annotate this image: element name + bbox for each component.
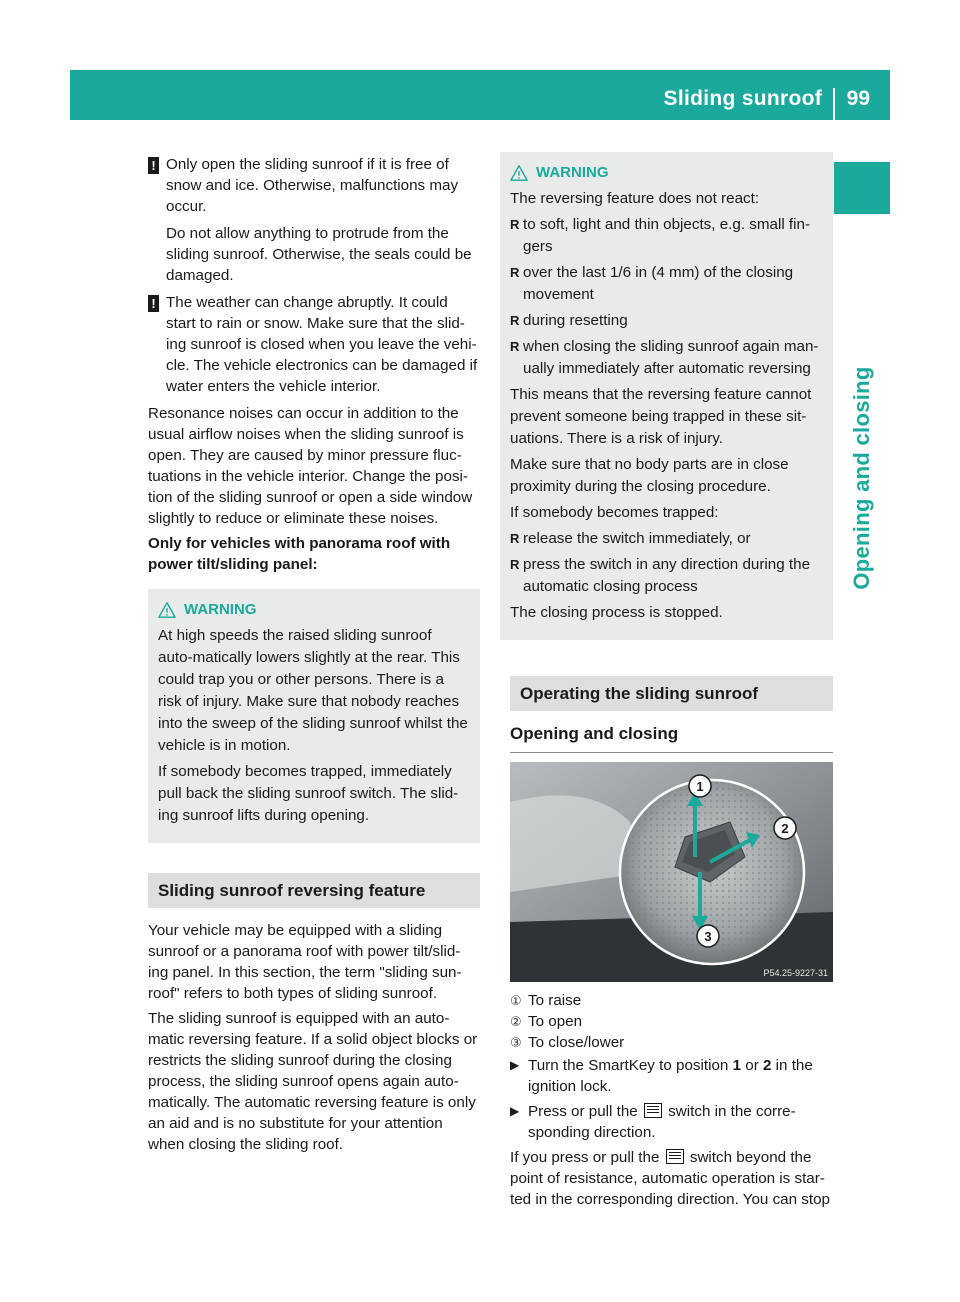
bullet-icon: R: [510, 557, 520, 572]
warning-text: The reversing feature does not react:: [510, 190, 760, 207]
section-heading: Operating the sliding sunroof: [510, 676, 833, 711]
legend-label: To raise: [528, 992, 582, 1009]
step-arrow-icon: ▶: [510, 1104, 520, 1118]
step-text: Turn the SmartKey to position: [528, 1057, 733, 1074]
paragraph-text: switch beyond the point of resistance, automatic operation is star-ted in the corresponding direction. You can stop: [510, 1149, 831, 1208]
warning-label: WARNING: [536, 164, 609, 181]
warning-text: If somebody becomes trapped:: [510, 504, 719, 521]
figure-callout-label: 3: [704, 929, 712, 944]
bullet-icon: R: [510, 531, 520, 546]
legend-number: ③: [510, 1035, 522, 1050]
list-item-text: press the switch in any direction during the automatic closing process: [523, 556, 811, 595]
bullet-icon: R: [510, 339, 520, 354]
warning-label: WARNING: [184, 601, 257, 618]
sunroof-switch-icon: [666, 1149, 684, 1164]
chapter-tab: [834, 162, 890, 214]
step-text: switch in the corre-sponding direction.: [528, 1103, 796, 1141]
warning-box: [500, 152, 833, 640]
list-item: [510, 528, 823, 550]
header-bar: [70, 70, 890, 120]
exclamation-icon: !: [148, 295, 159, 312]
list-item-text: during resetting: [523, 312, 628, 329]
list-item: [510, 554, 823, 598]
list-item: [510, 336, 823, 380]
bold-heading: Only for vehicles with panorama roof with power tilt/sliding panel:: [148, 535, 451, 573]
legend-item: [510, 990, 833, 1011]
paragraph: Resonance noises can occur in addition to the usual airflow noises when the sliding sunroof is open. They are caused by minor pressure fluc-tuations in the vehicle interior. Change the posi-tion of the sliding sunroof or open a side window slightly to reduce or eliminate these noises.: [148, 405, 473, 527]
page-number: 99: [846, 87, 870, 110]
paragraph: [510, 1147, 833, 1210]
list-item: [510, 262, 823, 306]
sunroof-switch-icon: [644, 1103, 662, 1118]
note-block: [148, 154, 480, 286]
note-text: Do not allow anything to protrude from the sliding sunroof. Otherwise, the seals could be damaged.: [166, 225, 472, 284]
step-text: Press or pull the: [528, 1103, 642, 1120]
paragraph: The sliding sunroof is equipped with an auto-matic reversing feature. If a solid object blocks or restricts the sliding sunroof during the closing process, the sliding sunroof opens again auto-matically. The automatic reversing feature is only an aid and is no substitute for your attention when closing the sliding roof.: [148, 1010, 478, 1153]
page-title: Sliding sunroof: [663, 87, 822, 110]
figure-callout-label: 2: [781, 821, 789, 836]
legend-label: To close/lower: [528, 1034, 625, 1051]
legend-number: ①: [510, 993, 522, 1008]
list-item-text: release the switch immediately, or: [523, 530, 751, 547]
step-bold: 2: [762, 1057, 772, 1074]
sunroof-switch-figure: [510, 762, 833, 982]
list-item-text: to soft, light and thin objects, e.g. small fin-gers: [523, 216, 811, 255]
warning-box: [148, 589, 480, 843]
note-text: The weather can change abruptly. It could start to rain or snow. Make sure that the slid-ing sunroof is closed when you leave the vehi-cle. The vehicle electronics can be damaged if water enters the vehicle interior.: [166, 294, 478, 395]
warning-triangle-icon: [510, 164, 528, 182]
list-item-text: over the last 1/6 in (4 mm) of the closing movement: [523, 264, 794, 303]
instruction-step: [510, 1101, 833, 1143]
right-column: [510, 152, 833, 1214]
list-item: [510, 214, 823, 258]
legend-number: ②: [510, 1014, 522, 1029]
warning-text: At high speeds the raised sliding sunroof auto-matically lowers slightly at the rear. This could trap you or other persons. There is a risk of injury. Make sure that nobody reaches into the sweep of the sliding sunroof whilst the vehicle is in motion.: [158, 627, 468, 754]
legend-label: To open: [528, 1013, 583, 1030]
legend-item: [510, 1011, 833, 1032]
warning-text: Make sure that no body parts are in close proximity during the closing procedure.: [510, 456, 789, 495]
step-arrow-icon: ▶: [510, 1058, 520, 1072]
sub-heading: Opening and closing: [510, 723, 833, 753]
warning-title: [158, 599, 470, 621]
bullet-icon: R: [510, 217, 520, 232]
note-block: [148, 292, 480, 397]
warning-text: If somebody becomes trapped, immediately pull back the sliding sunroof switch. The slid-ing sunroof lifts during opening.: [158, 763, 459, 824]
figure-code: P54.25-9227-31: [763, 968, 828, 978]
paragraph-text: If you press or pull the: [510, 1149, 664, 1166]
list-item-text: when closing the sliding sunroof again man-ually immediately after automatic reversing: [523, 338, 819, 377]
warning-triangle-icon: [158, 601, 176, 619]
warning-text: The closing process is stopped.: [510, 604, 723, 621]
section-heading: Sliding sunroof reversing feature: [148, 873, 480, 908]
bullet-icon: R: [510, 313, 520, 328]
warning-text: This means that the reversing feature cannot prevent someone being trapped in these sit-uations. There is a risk of injury.: [510, 386, 812, 447]
warning-title: [510, 162, 823, 184]
step-text: or: [741, 1057, 763, 1074]
chapter-label: Opening and closing: [849, 366, 874, 590]
bullet-icon: R: [510, 265, 520, 280]
left-column: [148, 154, 480, 1159]
figure-callout-label: 1: [696, 779, 704, 794]
list-item: [510, 310, 823, 332]
paragraph: Your vehicle may be equipped with a sliding sunroof or a panorama roof with power tilt/slid-ing panel. In this section, the term "sliding sun-roof" refers to both types of sliding sunroof.: [148, 922, 462, 1002]
legend-item: [510, 1032, 833, 1053]
header-divider: [833, 88, 835, 120]
instruction-step: [510, 1055, 833, 1097]
step-text: in the ignition lock.: [528, 1057, 813, 1095]
exclamation-icon: !: [148, 157, 159, 174]
note-text: Only open the sliding sunroof if it is free of snow and ice. Otherwise, malfunctions may occur.: [166, 156, 459, 215]
step-bold: 1: [732, 1057, 742, 1074]
